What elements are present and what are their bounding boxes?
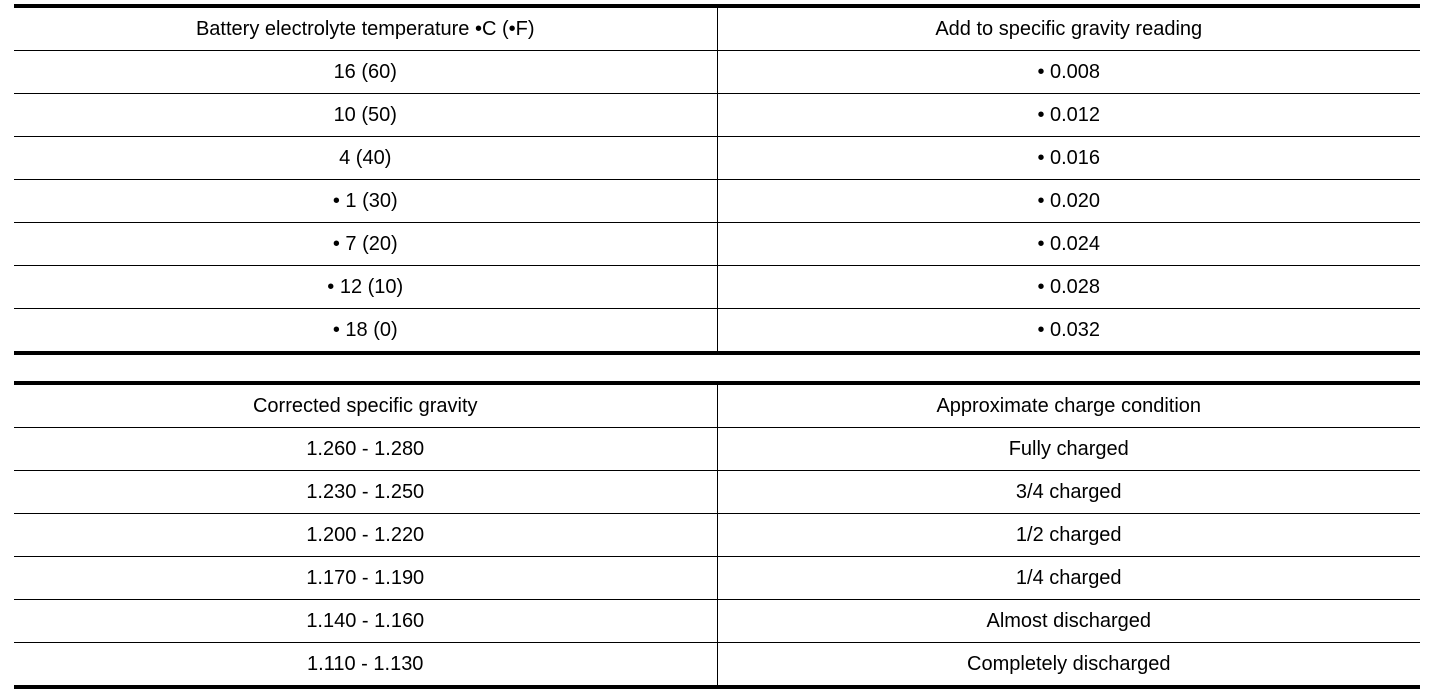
table-header-row bbox=[14, 6, 1420, 51]
gravity-range-cell: 1.140 - 1.160 bbox=[14, 600, 717, 643]
temperature-cell: 4 (40) bbox=[14, 137, 717, 180]
temperature-cell: • 7 (20) bbox=[14, 223, 717, 266]
table-row bbox=[14, 137, 1420, 180]
charge-condition-cell: 3/4 charged bbox=[717, 471, 1420, 514]
charge-condition-cell: 1/4 charged bbox=[717, 557, 1420, 600]
charge-condition-table bbox=[14, 381, 1420, 689]
header-charge-condition: Approximate charge condition bbox=[717, 383, 1420, 428]
gravity-correction-cell: • 0.028 bbox=[717, 266, 1420, 309]
temperature-cell: • 1 (30) bbox=[14, 180, 717, 223]
table-row bbox=[14, 180, 1420, 223]
charge-condition-cell: 1/2 charged bbox=[717, 514, 1420, 557]
gravity-correction-cell: • 0.024 bbox=[717, 223, 1420, 266]
charge-condition-cell: Almost discharged bbox=[717, 600, 1420, 643]
gravity-correction-cell: • 0.016 bbox=[717, 137, 1420, 180]
charge-condition-cell: Fully charged bbox=[717, 428, 1420, 471]
temperature-cell: • 12 (10) bbox=[14, 266, 717, 309]
charge-condition-cell: Completely discharged bbox=[967, 653, 1171, 675]
temperature-cell: 10 (50) bbox=[14, 94, 717, 137]
table-row bbox=[14, 643, 1420, 688]
table-row bbox=[14, 309, 1420, 354]
gravity-correction-cell: • 0.020 bbox=[717, 180, 1420, 223]
temperature-cell: • 18 (0) bbox=[14, 309, 717, 354]
gravity-range-cell: 1.230 - 1.250 bbox=[14, 471, 717, 514]
gravity-correction-cell: • 0.008 bbox=[717, 51, 1420, 94]
table-row bbox=[14, 51, 1420, 94]
gravity-range-cell: 1.170 - 1.190 bbox=[14, 557, 717, 600]
gravity-range-cell: 1.200 - 1.220 bbox=[14, 514, 717, 557]
temperature-cell: 16 (60) bbox=[14, 51, 717, 94]
header-corrected-gravity: Corrected specific gravity bbox=[14, 383, 717, 428]
table-row bbox=[14, 266, 1420, 309]
table-row bbox=[14, 428, 1420, 471]
table-row bbox=[14, 94, 1420, 137]
table-row bbox=[14, 514, 1420, 557]
table-row bbox=[14, 557, 1420, 600]
temperature-correction-table bbox=[14, 4, 1420, 355]
table-row bbox=[14, 223, 1420, 266]
gravity-correction-cell: • 0.032 bbox=[1037, 319, 1101, 341]
gravity-range-cell: 1.110 - 1.130 bbox=[14, 643, 717, 688]
table-row bbox=[14, 471, 1420, 514]
gravity-correction-cell: • 0.012 bbox=[717, 94, 1420, 137]
header-add-to-gravity: Add to specific gravity reading bbox=[717, 6, 1420, 51]
gravity-range-cell: 1.260 - 1.280 bbox=[14, 428, 717, 471]
header-temperature: Battery electrolyte temperature •C (•F) bbox=[14, 6, 717, 51]
table-header-row bbox=[14, 383, 1420, 428]
table-row bbox=[14, 600, 1420, 643]
